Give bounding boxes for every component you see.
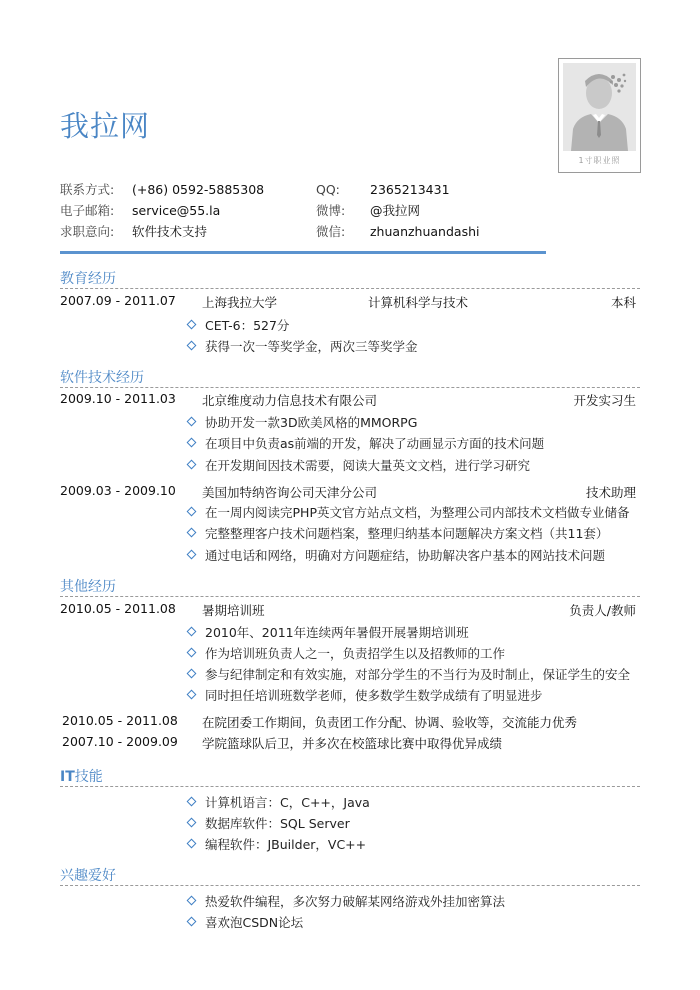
header-rule xyxy=(60,251,546,254)
job2-period: 2009.03 - 2009.10 xyxy=(60,483,176,498)
divider xyxy=(60,288,640,289)
diamond-bullet-icon xyxy=(187,320,197,330)
phone-value: (+86) 0592-5885308 xyxy=(132,182,265,197)
diamond-bullet-icon xyxy=(187,341,197,351)
list-item: 热爱软件编程，多次努力破解某网络游戏外挂加密算法 xyxy=(188,892,505,910)
list-item: 通过电话和网络，明确对方问题症结，协助解决客户基本的网站技术问题 xyxy=(188,546,605,564)
diamond-bullet-icon xyxy=(187,917,197,927)
diamond-bullet-icon xyxy=(187,839,197,849)
diamond-bullet-icon xyxy=(187,550,197,560)
objective-value: 软件技术支持 xyxy=(132,224,208,239)
weibo-value: @我拉网 xyxy=(370,203,421,218)
section-title-education: 教育经历 xyxy=(60,271,116,287)
weibo-label: 微博: xyxy=(316,203,346,218)
objective-label: 求职意向: xyxy=(60,224,115,239)
list-item: 完整整理客户技术问题档案，整理归纳基本问题解决方案文档（共11套） xyxy=(188,524,608,542)
edu-period: 2007.09 - 2011.07 xyxy=(60,293,176,308)
contact-left xyxy=(60,179,264,242)
list-item: 协助开发一款3D欧美风格的MMORPG xyxy=(188,413,417,431)
list-item: 同时担任培训班数学老师，使多数学生数学成绩有了明显进步 xyxy=(188,686,543,704)
email-label: 电子邮箱: xyxy=(60,203,115,218)
diamond-bullet-icon xyxy=(187,896,197,906)
job2-role: 技术助理 xyxy=(585,485,636,500)
diamond-bullet-icon xyxy=(187,417,197,427)
phone-label: 联系方式: xyxy=(60,182,115,197)
diamond-bullet-icon xyxy=(187,669,197,679)
divider xyxy=(60,786,640,787)
extra-text: 学院篮球队后卫，并多次在校篮球比赛中取得优异成绩 xyxy=(202,736,503,751)
photo-placeholder xyxy=(558,58,641,173)
job1-role: 开发实习生 xyxy=(573,393,636,408)
diamond-bullet-icon xyxy=(187,690,197,700)
wechat-value: zhuanzhuandashi xyxy=(370,224,480,239)
edu-degree: 本科 xyxy=(610,295,636,310)
email-value: service@55.la xyxy=(132,203,221,218)
list-item: CET-6：527分 xyxy=(188,316,289,334)
diamond-bullet-icon xyxy=(187,460,197,470)
photo-caption: 1寸职业照 xyxy=(578,156,621,165)
list-item: 编程软件：JBuilder，VC++ xyxy=(188,835,366,853)
extra-period: 2010.05 - 2011.08 xyxy=(62,713,178,728)
list-item: 计算机语言：C，C++，Java xyxy=(188,793,370,811)
wechat-label: 微信: xyxy=(316,224,346,239)
list-item: 数据库软件：SQL Server xyxy=(188,814,350,832)
other-period: 2010.05 - 2011.08 xyxy=(60,601,176,616)
diamond-bullet-icon xyxy=(187,507,197,517)
resume-name: 我拉网 xyxy=(60,109,151,143)
diamond-bullet-icon xyxy=(187,438,197,448)
diamond-bullet-icon xyxy=(187,528,197,538)
other-role: 负责人/教师 xyxy=(569,603,636,618)
job2-company: 美国加特纳咨询公司天津分公司 xyxy=(202,485,378,500)
qq-label: QQ: xyxy=(316,182,340,197)
diamond-bullet-icon xyxy=(187,627,197,637)
list-item: 喜欢泡CSDN论坛 xyxy=(188,913,303,931)
section-title-skills: IT技能 xyxy=(60,769,103,785)
list-item: 在项目中负责as前端的开发，解决了动画显示方面的技术问题 xyxy=(188,434,544,452)
section-title-software: 软件技术经历 xyxy=(60,370,144,386)
extra-text: 在院团委工作期间，负责团工作分配、协调、验收等，交流能力优秀 xyxy=(202,715,578,730)
qq-value: 2365213431 xyxy=(370,182,450,197)
list-item: 2010年、2011年连续两年暑假开展暑期培训班 xyxy=(188,623,469,641)
list-item: 获得一次一等奖学金，两次三等奖学金 xyxy=(188,337,418,355)
divider xyxy=(60,387,640,388)
person-silhouette-icon xyxy=(563,63,636,151)
job1-period: 2009.10 - 2011.03 xyxy=(60,391,176,406)
divider xyxy=(60,885,640,886)
list-item: 在开发期间因技术需要，阅读大量英文文档，进行学习研究 xyxy=(188,456,530,474)
section-title-hobbies: 兴趣爱好 xyxy=(60,868,116,884)
extra-period: 2007.10 - 2009.09 xyxy=(62,734,178,749)
diamond-bullet-icon xyxy=(187,818,197,828)
list-item: 作为培训班负责人之一，负责招学生以及招教师的工作 xyxy=(188,644,505,662)
contact-right xyxy=(316,179,479,242)
list-item: 在一周内阅读完PHP英文官方站点文档，为整理公司内部技术文档做专业储备 xyxy=(188,503,629,521)
section-title-other: 其他经历 xyxy=(60,579,116,595)
other-name: 暑期培训班 xyxy=(202,603,265,618)
edu-major: 计算机科学与技术 xyxy=(368,295,469,310)
list-item: 参与纪律制定和有效实施，对部分学生的不当行为及时制止，保证学生的安全 xyxy=(188,665,630,683)
diamond-bullet-icon xyxy=(187,797,197,807)
divider xyxy=(60,596,640,597)
job1-company: 北京维度动力信息技术有限公司 xyxy=(202,393,378,408)
edu-school: 上海我拉大学 xyxy=(202,295,278,310)
diamond-bullet-icon xyxy=(187,648,197,658)
